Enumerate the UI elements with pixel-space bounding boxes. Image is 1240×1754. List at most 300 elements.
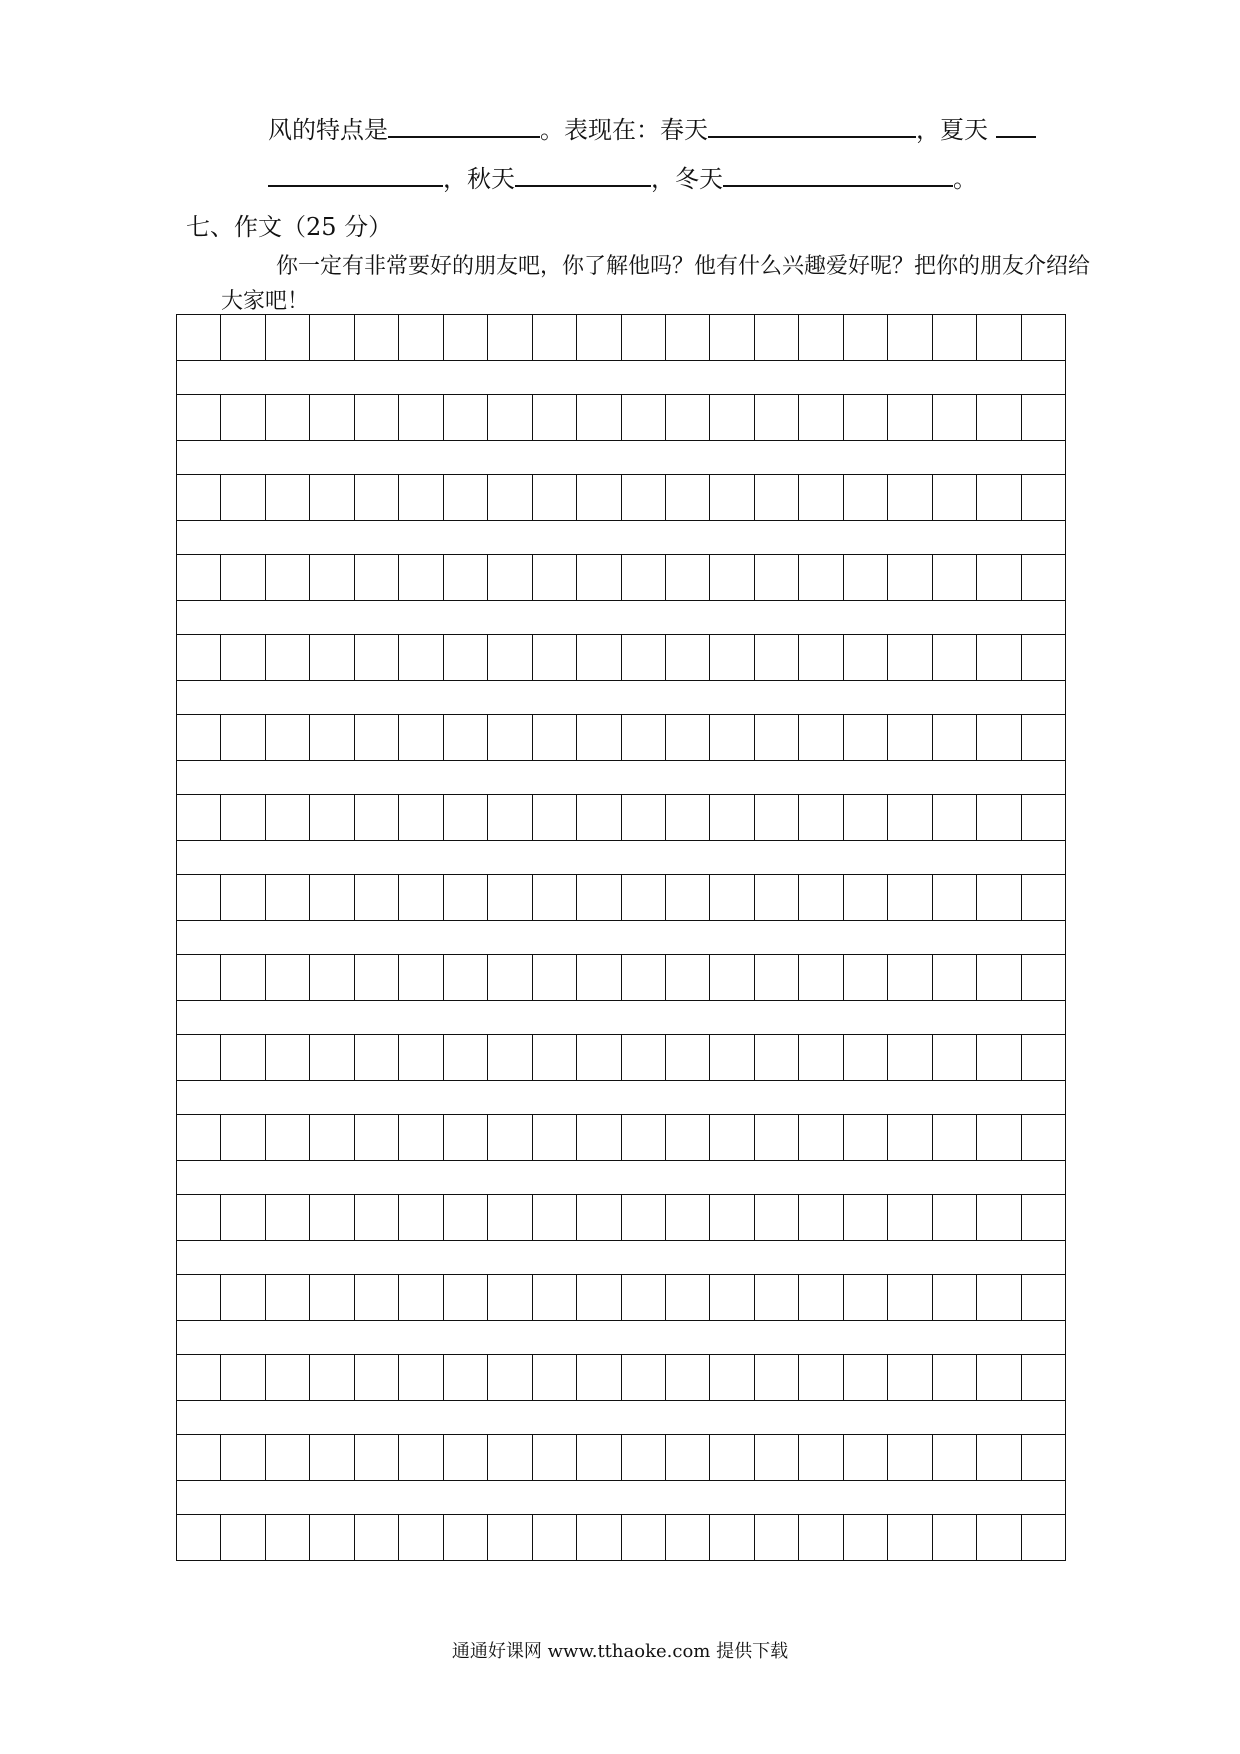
grid-cell[interactable] (221, 475, 265, 520)
grid-cell[interactable] (977, 955, 1021, 1000)
grid-cell[interactable] (844, 1435, 888, 1480)
grid-cell[interactable] (888, 1435, 932, 1480)
grid-cell[interactable] (933, 1035, 977, 1080)
grid-cell[interactable] (888, 955, 932, 1000)
grid-cell[interactable] (666, 955, 710, 1000)
grid-cell[interactable] (488, 1195, 532, 1240)
grid-cell[interactable] (399, 955, 443, 1000)
grid-cell[interactable] (221, 715, 265, 760)
grid-cell[interactable] (933, 555, 977, 600)
grid-cell[interactable] (666, 795, 710, 840)
grid-cell[interactable] (444, 1515, 488, 1560)
grid-cell[interactable] (844, 1515, 888, 1560)
grid-cell[interactable] (266, 1115, 310, 1160)
grid-cell[interactable] (577, 1275, 621, 1320)
grid-cell[interactable] (488, 715, 532, 760)
grid-cell[interactable] (933, 635, 977, 680)
grid-cell[interactable] (355, 715, 399, 760)
grid-cell[interactable] (1022, 1515, 1065, 1560)
grid-cell[interactable] (310, 1355, 354, 1400)
grid-cell[interactable] (266, 475, 310, 520)
grid-cell[interactable] (888, 795, 932, 840)
grid-cell[interactable] (888, 715, 932, 760)
grid-cell[interactable] (266, 1195, 310, 1240)
grid-cell[interactable] (533, 635, 577, 680)
grid-cell[interactable] (755, 1355, 799, 1400)
grid-cell[interactable] (266, 1275, 310, 1320)
grid-cell[interactable] (533, 1035, 577, 1080)
grid-cell[interactable] (888, 1275, 932, 1320)
grid-cell[interactable] (533, 555, 577, 600)
grid-cell[interactable] (888, 1035, 932, 1080)
grid-cell[interactable] (488, 1115, 532, 1160)
grid-cell[interactable] (355, 1515, 399, 1560)
grid-cell[interactable] (933, 1275, 977, 1320)
grid-cell[interactable] (177, 555, 221, 600)
grid-cell[interactable] (844, 955, 888, 1000)
grid-cell[interactable] (1022, 955, 1065, 1000)
grid-cell[interactable] (399, 1195, 443, 1240)
grid-cell[interactable] (622, 635, 666, 680)
grid-cell[interactable] (488, 1275, 532, 1320)
grid-cell[interactable] (533, 1435, 577, 1480)
grid-cell[interactable] (888, 475, 932, 520)
grid-cell[interactable] (221, 1195, 265, 1240)
grid-cell[interactable] (533, 1115, 577, 1160)
grid-cell[interactable] (221, 1435, 265, 1480)
grid-cell[interactable] (1022, 555, 1065, 600)
grid-cell[interactable] (266, 1515, 310, 1560)
grid-cell[interactable] (755, 555, 799, 600)
grid-cell[interactable] (444, 1195, 488, 1240)
grid-cell[interactable] (844, 315, 888, 360)
grid-cell[interactable] (177, 955, 221, 1000)
grid-cell[interactable] (399, 1355, 443, 1400)
grid-cell[interactable] (710, 635, 754, 680)
grid-cell[interactable] (444, 395, 488, 440)
grid-cell[interactable] (177, 1515, 221, 1560)
grid-cell[interactable] (355, 1115, 399, 1160)
grid-cell[interactable] (977, 1435, 1021, 1480)
grid-cell[interactable] (266, 715, 310, 760)
grid-cell[interactable] (799, 635, 843, 680)
grid-cell[interactable] (444, 555, 488, 600)
grid-cell[interactable] (310, 1195, 354, 1240)
grid-cell[interactable] (666, 1355, 710, 1400)
grid-cell[interactable] (799, 395, 843, 440)
grid-cell[interactable] (622, 715, 666, 760)
grid-cell[interactable] (977, 1355, 1021, 1400)
grid-cell[interactable] (933, 1195, 977, 1240)
grid-cell[interactable] (177, 475, 221, 520)
grid-cell[interactable] (577, 1195, 621, 1240)
grid-cell[interactable] (266, 555, 310, 600)
grid-cell[interactable] (177, 315, 221, 360)
grid-cell[interactable] (488, 555, 532, 600)
grid-cell[interactable] (844, 1355, 888, 1400)
grid-cell[interactable] (710, 1435, 754, 1480)
grid-cell[interactable] (622, 475, 666, 520)
grid-cell[interactable] (266, 1035, 310, 1080)
grid-cell[interactable] (933, 715, 977, 760)
grid-cell[interactable] (177, 875, 221, 920)
grid-cell[interactable] (933, 1115, 977, 1160)
answer-blank-spring[interactable] (708, 114, 916, 138)
grid-cell[interactable] (310, 315, 354, 360)
grid-cell[interactable] (399, 555, 443, 600)
grid-cell[interactable] (355, 1435, 399, 1480)
grid-cell[interactable] (755, 635, 799, 680)
grid-cell[interactable] (933, 795, 977, 840)
grid-cell[interactable] (533, 715, 577, 760)
grid-cell[interactable] (399, 395, 443, 440)
grid-cell[interactable] (888, 395, 932, 440)
grid-cell[interactable] (799, 1435, 843, 1480)
grid-cell[interactable] (933, 395, 977, 440)
grid-cell[interactable] (710, 1195, 754, 1240)
grid-cell[interactable] (622, 315, 666, 360)
grid-cell[interactable] (577, 555, 621, 600)
grid-cell[interactable] (355, 1195, 399, 1240)
grid-cell[interactable] (799, 875, 843, 920)
grid-cell[interactable] (755, 795, 799, 840)
grid-cell[interactable] (1022, 795, 1065, 840)
grid-cell[interactable] (533, 315, 577, 360)
grid-cell[interactable] (444, 875, 488, 920)
grid-cell[interactable] (799, 1355, 843, 1400)
grid-cell[interactable] (977, 555, 1021, 600)
grid-cell[interactable] (310, 1435, 354, 1480)
grid-cell[interactable] (755, 955, 799, 1000)
grid-cell[interactable] (933, 315, 977, 360)
grid-cell[interactable] (933, 1515, 977, 1560)
grid-cell[interactable] (710, 315, 754, 360)
grid-cell[interactable] (266, 315, 310, 360)
grid-cell[interactable] (844, 875, 888, 920)
grid-cell[interactable] (799, 1275, 843, 1320)
grid-cell[interactable] (310, 1275, 354, 1320)
grid-cell[interactable] (444, 795, 488, 840)
grid-cell[interactable] (933, 1435, 977, 1480)
grid-cell[interactable] (577, 875, 621, 920)
grid-cell[interactable] (444, 475, 488, 520)
grid-cell[interactable] (1022, 475, 1065, 520)
grid-cell[interactable] (221, 635, 265, 680)
grid-cell[interactable] (755, 715, 799, 760)
grid-cell[interactable] (888, 315, 932, 360)
grid-cell[interactable] (488, 315, 532, 360)
grid-cell[interactable] (755, 1435, 799, 1480)
grid-cell[interactable] (1022, 1195, 1065, 1240)
grid-cell[interactable] (622, 395, 666, 440)
grid-cell[interactable] (177, 1355, 221, 1400)
grid-cell[interactable] (888, 1195, 932, 1240)
grid-cell[interactable] (710, 1035, 754, 1080)
grid-cell[interactable] (310, 475, 354, 520)
grid-cell[interactable] (799, 795, 843, 840)
grid-cell[interactable] (533, 1355, 577, 1400)
grid-cell[interactable] (755, 315, 799, 360)
grid-cell[interactable] (399, 795, 443, 840)
grid-cell[interactable] (221, 395, 265, 440)
grid-cell[interactable] (444, 1115, 488, 1160)
grid-cell[interactable] (799, 315, 843, 360)
grid-cell[interactable] (799, 1195, 843, 1240)
grid-cell[interactable] (399, 475, 443, 520)
grid-cell[interactable] (888, 555, 932, 600)
grid-cell[interactable] (310, 1115, 354, 1160)
grid-cell[interactable] (710, 875, 754, 920)
grid-cell[interactable] (355, 315, 399, 360)
grid-cell[interactable] (444, 1035, 488, 1080)
grid-cell[interactable] (266, 875, 310, 920)
grid-cell[interactable] (1022, 395, 1065, 440)
grid-cell[interactable] (533, 395, 577, 440)
grid-cell[interactable] (888, 875, 932, 920)
grid-cell[interactable] (1022, 1435, 1065, 1480)
grid-cell[interactable] (177, 395, 221, 440)
grid-cell[interactable] (488, 635, 532, 680)
grid-cell[interactable] (444, 1435, 488, 1480)
grid-cell[interactable] (577, 475, 621, 520)
grid-cell[interactable] (977, 475, 1021, 520)
grid-cell[interactable] (888, 1355, 932, 1400)
grid-cell[interactable] (488, 395, 532, 440)
answer-blank-autumn[interactable] (515, 163, 651, 187)
grid-cell[interactable] (266, 1435, 310, 1480)
grid-cell[interactable] (710, 1275, 754, 1320)
grid-cell[interactable] (933, 875, 977, 920)
grid-cell[interactable] (977, 1275, 1021, 1320)
grid-cell[interactable] (710, 1115, 754, 1160)
grid-cell[interactable] (1022, 315, 1065, 360)
grid-cell[interactable] (355, 1035, 399, 1080)
answer-blank-summer[interactable] (268, 163, 443, 187)
grid-cell[interactable] (622, 1035, 666, 1080)
grid-cell[interactable] (666, 555, 710, 600)
grid-cell[interactable] (444, 715, 488, 760)
grid-cell[interactable] (799, 715, 843, 760)
grid-cell[interactable] (221, 1515, 265, 1560)
grid-cell[interactable] (399, 1035, 443, 1080)
grid-cell[interactable] (177, 715, 221, 760)
grid-cell[interactable] (399, 1275, 443, 1320)
grid-cell[interactable] (622, 1195, 666, 1240)
grid-cell[interactable] (977, 875, 1021, 920)
essay-writing-grid[interactable] (176, 314, 1066, 1583)
grid-cell[interactable] (310, 395, 354, 440)
grid-cell[interactable] (444, 315, 488, 360)
grid-cell[interactable] (622, 875, 666, 920)
grid-cell[interactable] (799, 1035, 843, 1080)
grid-cell[interactable] (755, 395, 799, 440)
grid-cell[interactable] (533, 475, 577, 520)
grid-cell[interactable] (488, 955, 532, 1000)
grid-cell[interactable] (799, 475, 843, 520)
grid-cell[interactable] (666, 395, 710, 440)
grid-cell[interactable] (844, 555, 888, 600)
grid-cell[interactable] (310, 555, 354, 600)
grid-cell[interactable] (666, 1115, 710, 1160)
grid-cell[interactable] (177, 1195, 221, 1240)
grid-cell[interactable] (577, 795, 621, 840)
grid-cell[interactable] (177, 1435, 221, 1480)
grid-cell[interactable] (221, 315, 265, 360)
grid-cell[interactable] (710, 795, 754, 840)
grid-cell[interactable] (399, 1115, 443, 1160)
grid-cell[interactable] (266, 395, 310, 440)
grid-cell[interactable] (577, 315, 621, 360)
grid-cell[interactable] (977, 795, 1021, 840)
grid-cell[interactable] (666, 635, 710, 680)
grid-cell[interactable] (266, 955, 310, 1000)
grid-cell[interactable] (977, 1195, 1021, 1240)
grid-cell[interactable] (977, 715, 1021, 760)
grid-cell[interactable] (355, 795, 399, 840)
grid-cell[interactable] (577, 1515, 621, 1560)
grid-cell[interactable] (177, 1035, 221, 1080)
grid-cell[interactable] (710, 715, 754, 760)
grid-cell[interactable] (666, 715, 710, 760)
grid-cell[interactable] (266, 635, 310, 680)
grid-cell[interactable] (399, 635, 443, 680)
grid-cell[interactable] (710, 1515, 754, 1560)
grid-cell[interactable] (310, 1035, 354, 1080)
grid-cell[interactable] (488, 475, 532, 520)
grid-cell[interactable] (355, 395, 399, 440)
grid-cell[interactable] (533, 875, 577, 920)
answer-blank-summer-start[interactable] (996, 114, 1036, 138)
grid-cell[interactable] (755, 475, 799, 520)
grid-cell[interactable] (666, 1035, 710, 1080)
grid-cell[interactable] (666, 475, 710, 520)
grid-cell[interactable] (310, 635, 354, 680)
grid-cell[interactable] (622, 1115, 666, 1160)
grid-cell[interactable] (488, 1435, 532, 1480)
grid-cell[interactable] (666, 1435, 710, 1480)
grid-cell[interactable] (221, 875, 265, 920)
grid-cell[interactable] (577, 1035, 621, 1080)
grid-cell[interactable] (844, 395, 888, 440)
grid-cell[interactable] (755, 1195, 799, 1240)
grid-cell[interactable] (844, 635, 888, 680)
grid-cell[interactable] (622, 1435, 666, 1480)
grid-cell[interactable] (488, 1035, 532, 1080)
grid-cell[interactable] (1022, 1115, 1065, 1160)
grid-cell[interactable] (666, 875, 710, 920)
grid-cell[interactable] (444, 1355, 488, 1400)
grid-cell[interactable] (221, 1115, 265, 1160)
grid-cell[interactable] (710, 555, 754, 600)
grid-cell[interactable] (355, 1275, 399, 1320)
grid-cell[interactable] (488, 875, 532, 920)
grid-cell[interactable] (755, 1115, 799, 1160)
grid-cell[interactable] (266, 795, 310, 840)
grid-cell[interactable] (799, 555, 843, 600)
grid-cell[interactable] (310, 715, 354, 760)
grid-cell[interactable] (844, 1275, 888, 1320)
grid-cell[interactable] (177, 1275, 221, 1320)
grid-cell[interactable] (577, 715, 621, 760)
grid-cell[interactable] (221, 955, 265, 1000)
grid-cell[interactable] (1022, 1355, 1065, 1400)
grid-cell[interactable] (577, 1355, 621, 1400)
grid-cell[interactable] (710, 475, 754, 520)
grid-cell[interactable] (844, 715, 888, 760)
grid-cell[interactable] (622, 1275, 666, 1320)
grid-cell[interactable] (1022, 875, 1065, 920)
grid-cell[interactable] (399, 1515, 443, 1560)
grid-cell[interactable] (622, 795, 666, 840)
grid-cell[interactable] (755, 1515, 799, 1560)
grid-cell[interactable] (977, 1515, 1021, 1560)
grid-cell[interactable] (622, 555, 666, 600)
grid-cell[interactable] (221, 1035, 265, 1080)
grid-cell[interactable] (710, 955, 754, 1000)
grid-cell[interactable] (355, 475, 399, 520)
grid-cell[interactable] (355, 555, 399, 600)
grid-cell[interactable] (355, 875, 399, 920)
grid-cell[interactable] (533, 1275, 577, 1320)
grid-cell[interactable] (444, 955, 488, 1000)
grid-cell[interactable] (221, 1355, 265, 1400)
grid-cell[interactable] (577, 635, 621, 680)
grid-cell[interactable] (399, 875, 443, 920)
grid-cell[interactable] (533, 1195, 577, 1240)
grid-cell[interactable] (666, 1195, 710, 1240)
grid-cell[interactable] (933, 955, 977, 1000)
grid-cell[interactable] (755, 1035, 799, 1080)
grid-cell[interactable] (577, 1115, 621, 1160)
grid-cell[interactable] (399, 315, 443, 360)
grid-cell[interactable] (666, 1275, 710, 1320)
grid-cell[interactable] (888, 1515, 932, 1560)
grid-cell[interactable] (933, 1355, 977, 1400)
grid-cell[interactable] (577, 395, 621, 440)
grid-cell[interactable] (844, 475, 888, 520)
grid-cell[interactable] (355, 635, 399, 680)
grid-cell[interactable] (355, 1355, 399, 1400)
grid-cell[interactable] (844, 1195, 888, 1240)
grid-cell[interactable] (622, 955, 666, 1000)
grid-cell[interactable] (177, 1115, 221, 1160)
grid-cell[interactable] (622, 1515, 666, 1560)
grid-cell[interactable] (1022, 1035, 1065, 1080)
grid-cell[interactable] (177, 635, 221, 680)
grid-cell[interactable] (310, 1515, 354, 1560)
grid-cell[interactable] (177, 795, 221, 840)
grid-cell[interactable] (977, 635, 1021, 680)
grid-cell[interactable] (755, 875, 799, 920)
grid-cell[interactable] (1022, 635, 1065, 680)
grid-cell[interactable] (1022, 715, 1065, 760)
grid-cell[interactable] (710, 395, 754, 440)
grid-cell[interactable] (799, 955, 843, 1000)
grid-cell[interactable] (799, 1515, 843, 1560)
grid-cell[interactable] (844, 1115, 888, 1160)
grid-cell[interactable] (977, 315, 1021, 360)
grid-cell[interactable] (755, 1275, 799, 1320)
grid-cell[interactable] (977, 1115, 1021, 1160)
answer-blank-winter[interactable] (723, 163, 953, 187)
grid-cell[interactable] (399, 1435, 443, 1480)
grid-cell[interactable] (221, 795, 265, 840)
grid-cell[interactable] (310, 955, 354, 1000)
grid-cell[interactable] (266, 1355, 310, 1400)
grid-cell[interactable] (844, 1035, 888, 1080)
grid-cell[interactable] (666, 1515, 710, 1560)
grid-cell[interactable] (533, 1515, 577, 1560)
